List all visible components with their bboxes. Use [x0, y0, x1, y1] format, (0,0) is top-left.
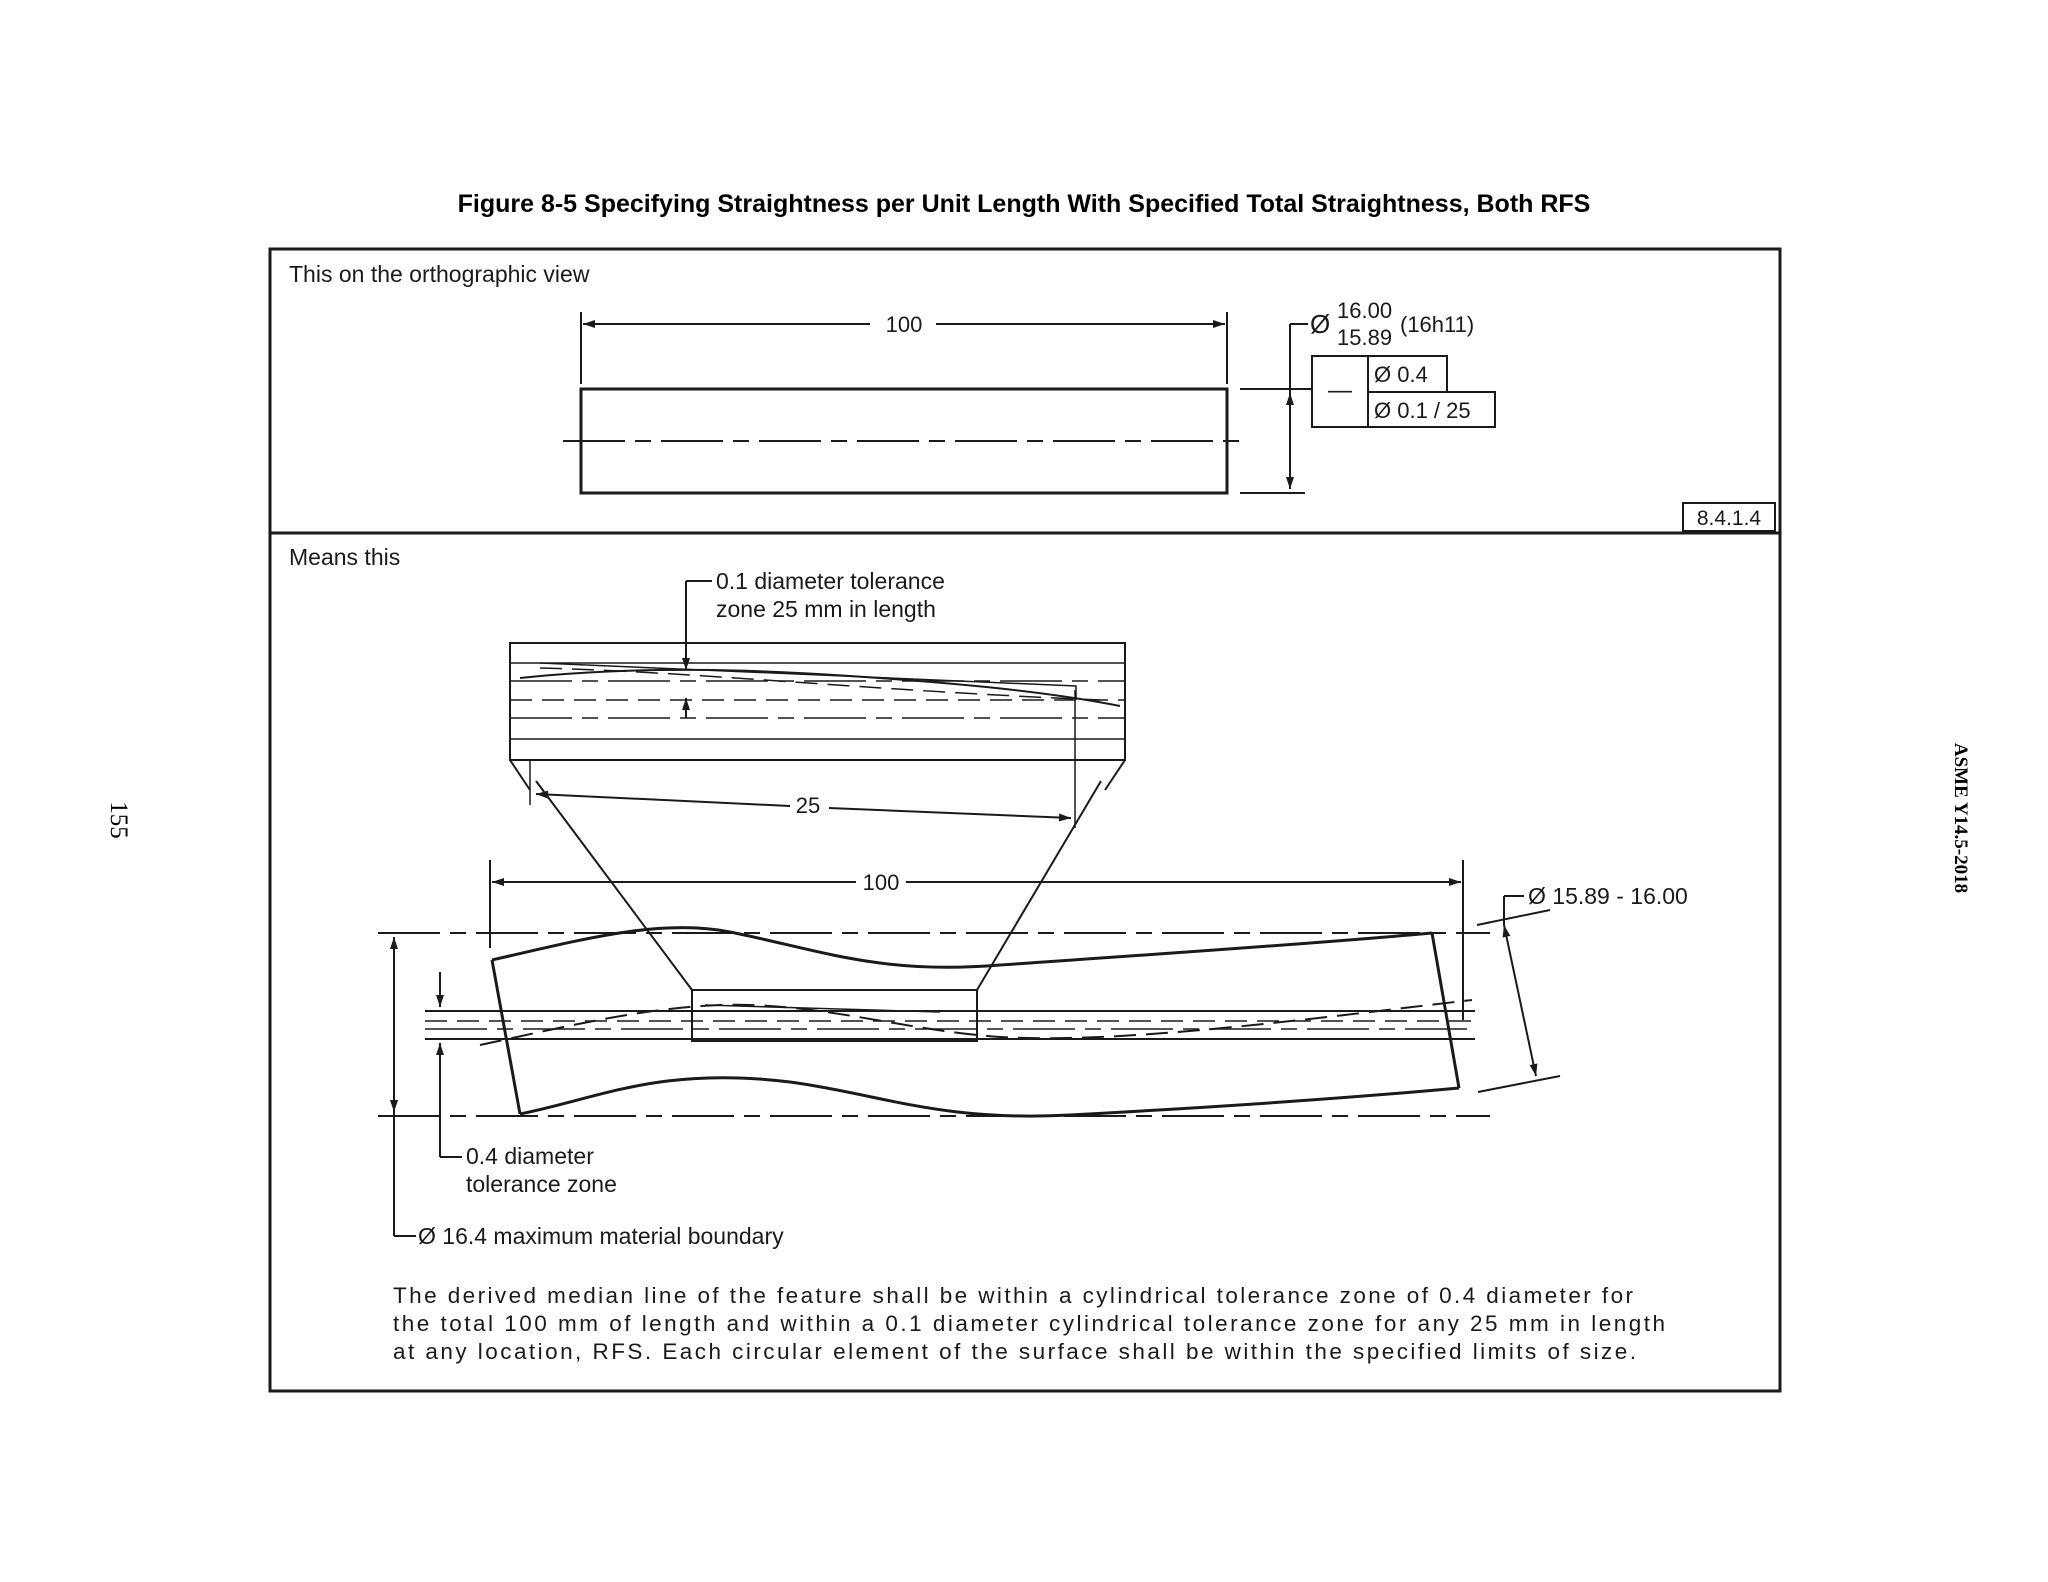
zone04-label-line2: tolerance zone — [466, 1171, 617, 1197]
note-line3: at any location, RFS. Each circular element of the surface shall be within the specified limits of size. — [393, 1339, 1636, 1364]
top-caption: This on the orthographic view — [289, 261, 590, 287]
dim25-right — [829, 808, 1071, 818]
size-upper-limit: 16.00 — [1337, 298, 1393, 323]
inset-dim-25: 25 — [795, 793, 821, 818]
figure-title: Figure 8-5 Specifying Straightness per Unit Length With Specified Total Straightness, Both RFS — [457, 190, 1591, 218]
note-line2: the total 100 mm of length and within a 0.1 diameter cylindrical tolerance zone for any 25 mm in length — [393, 1311, 1666, 1336]
paragraph-ref: 8.4.1.4 — [1696, 507, 1762, 530]
bottom-caption: Means this — [289, 544, 401, 570]
projection-left — [536, 781, 692, 990]
size-range-dim-line — [1504, 925, 1536, 1076]
mmb-label: Ø 16.4 maximum material boundary — [418, 1223, 784, 1249]
page-number: 155 — [105, 801, 132, 839]
length-dim-100: 100 — [885, 312, 923, 337]
standard-label: ASME Y14.5-2018 — [1950, 742, 1971, 894]
dim25-left — [536, 794, 790, 806]
diameter-symbol: Ø — [1310, 309, 1331, 339]
figure-frame — [270, 249, 1780, 1391]
zone01-label-line2: zone 25 mm in length — [716, 596, 936, 622]
zone01-label-line1: 0.1 diameter tolerance — [716, 568, 945, 594]
feature-control-frame — [1270, 356, 1495, 427]
fcf-total-tolerance: Ø 0.4 — [1374, 362, 1428, 387]
top-panel — [289, 261, 1775, 531]
size-lower-limit: 15.89 — [1337, 325, 1393, 350]
note-line1: The derived median line of the feature shall be within a cylindrical tolerance zone of 0.4 diameter for — [393, 1283, 1633, 1308]
fcf-unit-tolerance: Ø 0.1 / 25 — [1374, 398, 1471, 423]
straightness-symbol: — — [1328, 377, 1352, 404]
size-range-label: Ø 15.89 - 16.00 — [1528, 883, 1688, 909]
fit-class: (16h11) — [1400, 312, 1475, 337]
bottom-panel — [289, 544, 1688, 1364]
bottom-length-dim-100: 100 — [862, 870, 900, 895]
zoom-window — [692, 990, 977, 1041]
zone04-label-line1: 0.4 diameter — [466, 1143, 594, 1169]
